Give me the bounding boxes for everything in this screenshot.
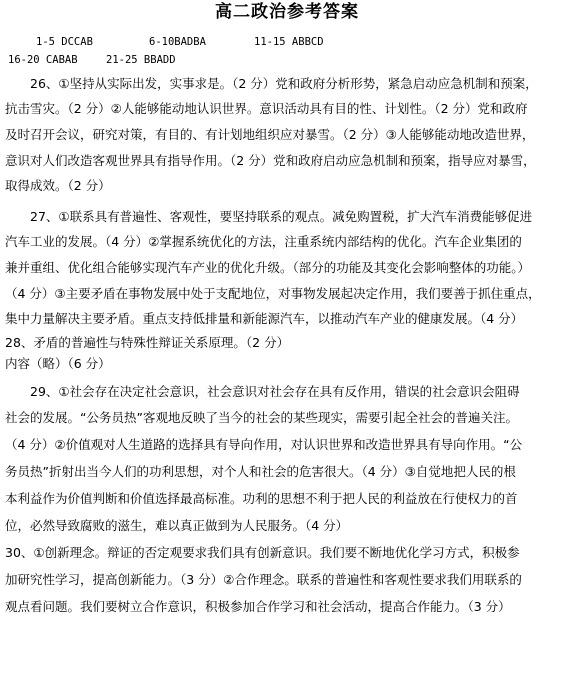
q29-line-2: 社会的发展。“公务员热”客观地反映了当今的社会的某些现实，需要引起全社会的普遍关注。 bbox=[5, 410, 518, 425]
q26-line-1: 26、①坚持从实际出发，实事求是。（2 分）党和政府分析形势，紧急启动应急机制和预案， bbox=[5, 76, 538, 91]
q27-line-5: 集中力量解决主要矛盾。重点支持低排量和新能源汽车，以推动汽车产业的健康发展。（4 分） bbox=[5, 311, 524, 326]
q28-line-1: 28、矛盾的普遍性与特殊性辩证关系原理。（2 分） bbox=[5, 335, 290, 350]
q26-line-4: 意识对人们改造客观世界具有指导作用。（2 分）党和政府启动应急机制和预案，指导应对暴雪， bbox=[5, 153, 536, 168]
answer-group-16-20: 16-20 CABAB bbox=[8, 54, 78, 66]
q30-line-1: 30、①创新理念。辩证的否定观要求我们具有创新意识。我们要不断地优化学习方式，积极参 bbox=[5, 545, 520, 560]
q26-line-3: 及时召开会议，研究对策，有目的、有计划地组织应对暴雪。（2 分）③人能够能动地改造世界， bbox=[5, 127, 535, 142]
q26-line-5: 取得成效。（2 分） bbox=[5, 178, 111, 193]
q29-line-6: 位，必然导致腐败的滋生，难以真正做到为人民服务。（4 分） bbox=[5, 518, 349, 533]
answer-group-11-15: 11-15 ABBCD bbox=[254, 36, 324, 48]
q28-line-2: 内容（略）（6 分） bbox=[5, 356, 111, 371]
q27-line-3: 兼并重组、优化组合能够实现汽车产业的优化升级。（部分的功能及其变化会影响整体的功能。） bbox=[5, 260, 531, 275]
q30-line-3: 观点看问题。我们要树立合作意识，积极参加合作学习和社会活动，提高合作能力。（3 分） bbox=[5, 599, 511, 614]
q29-line-1: 29、①社会存在决定社会意识，社会意识对社会存在具有反作用，错误的社会意识会阻碍 bbox=[5, 384, 520, 399]
q29-line-3: （4 分）②价值观对人生道路的选择具有导向作用，对认识世界和改造世界具有导向作用。“公 bbox=[5, 437, 523, 452]
answer-group-6-10: 6-10BADBA bbox=[149, 36, 206, 48]
q29-line-4: 务员热”折射出当今人们的功利思想，对个人和社会的危害很大。（4 分）③自觉地把人民的根 bbox=[5, 464, 516, 479]
q27-line-2: 汽车工业的发展。（4 分）②掌握系统优化的方法，注重系统内部结构的优化。汽车企业集团的 bbox=[5, 234, 522, 249]
page-title: 高二政治参考答案 bbox=[215, 2, 359, 22]
q26-line-2: 抗击雪灾。（2 分）②人能够能动地认识世界。意识活动具有目的性、计划性。（2 分）党和政府 bbox=[5, 101, 528, 116]
answer-group-21-25: 21-25 BBADD bbox=[106, 54, 176, 66]
q27-line-1: 27、①联系具有普遍性、客观性，要坚持联系的观点。减免购置税，扩大汽车消费能够促进 bbox=[5, 209, 533, 224]
q30-line-2: 加研究性学习，提高创新能力。（3 分）②合作理念。联系的普遍性和客观性要求我们用联系的 bbox=[5, 572, 522, 587]
q29-line-5: 本利益作为价值判断和价值选择最高标准。功利的思想不利于把人民的利益放在行使权力的首 bbox=[5, 491, 518, 506]
answer-group-1-5: 1-5 DCCAB bbox=[36, 36, 93, 48]
q27-line-4: （4 分）③主要矛盾在事物发展中处于支配地位，对事物发展起决定作用，我们要善于抓住重点， bbox=[5, 286, 541, 301]
